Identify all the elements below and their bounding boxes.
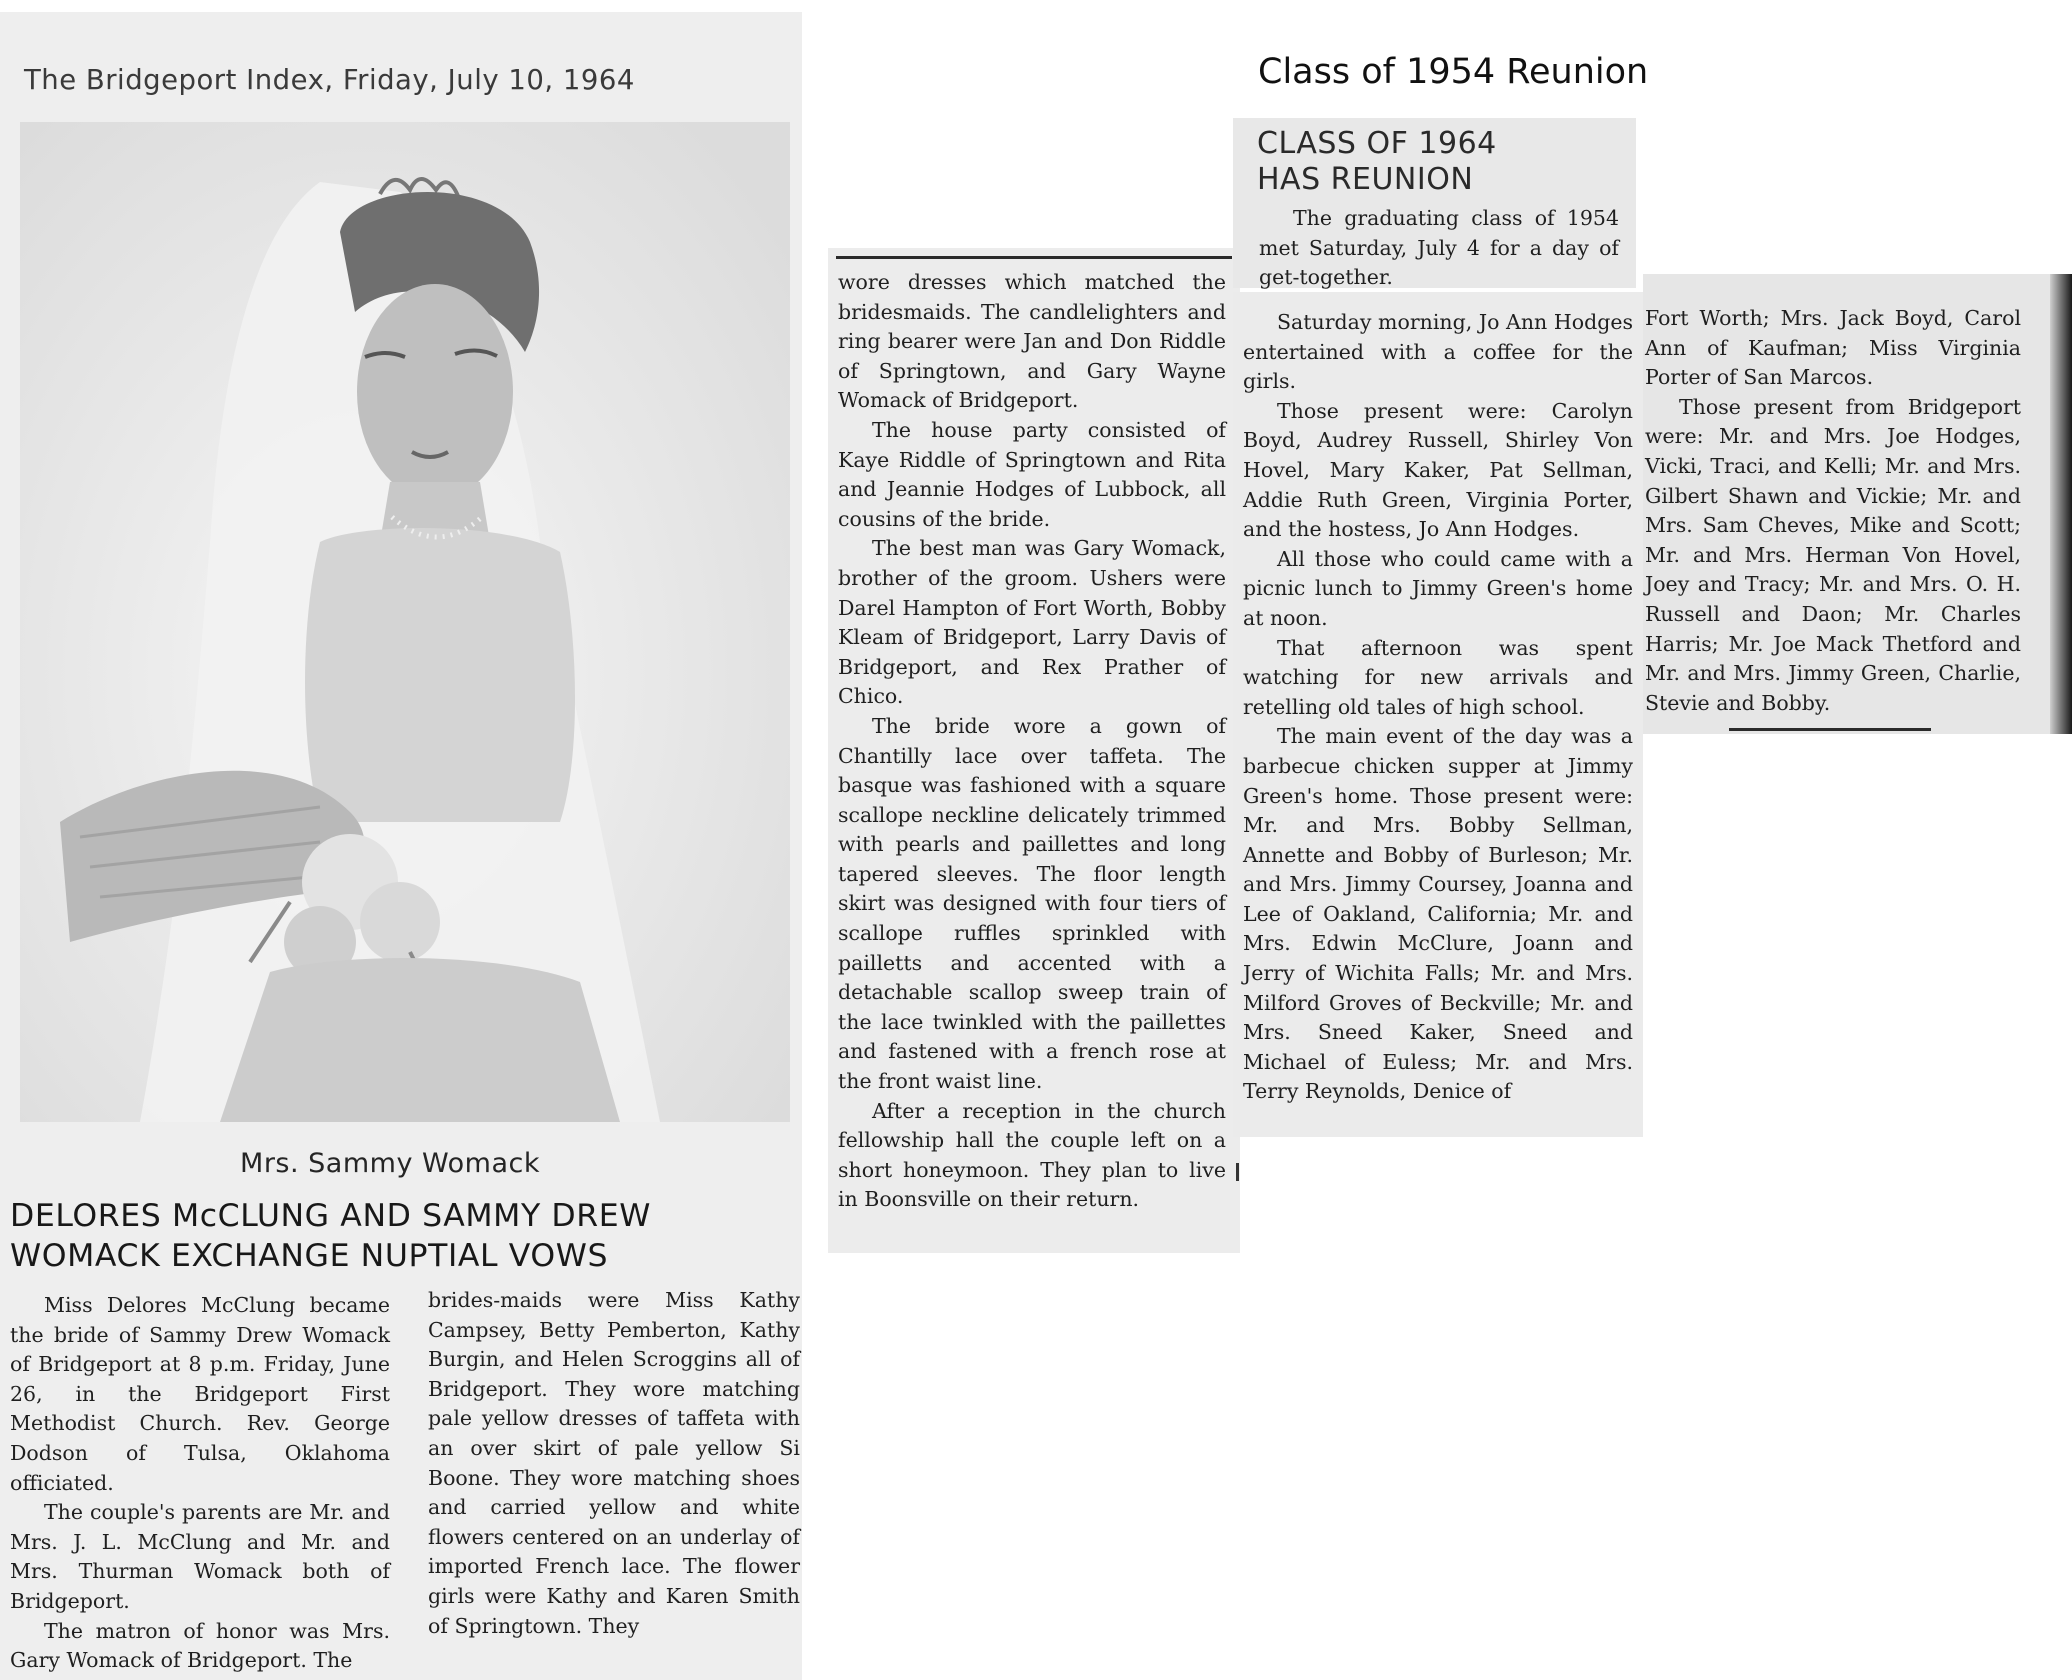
continuation-paragraph: The best man was Gary Womack, brother of the groom. Ushers were Darel Hampton of Fort Worth, Bobby Kleam of Bridgeport, Larry Davis of Bridgeport, and Rex Prather of Chico.	[838, 536, 1226, 709]
photo-caption: Mrs. Sammy Womack	[240, 1148, 540, 1179]
wedding-paragraph: The couple's parents are Mr. and Mrs. J. L. McClung and Mr. and Mrs. Thurman Womack both of Bridgeport.	[10, 1500, 390, 1613]
reunion-column-1-clipping	[1233, 292, 1643, 1137]
wedding-headline-line2: WOMACK EXCHANGE NUPTIAL VOWS	[10, 1238, 609, 1274]
wedding-column-2	[428, 1286, 800, 1641]
reunion-paragraph: All those who could came with a picnic lunch to Jimmy Green's home at noon.	[1243, 546, 1633, 630]
continuation-paragraph: The house party consisted of Kaye Riddle of Springtown and Rita and Jeannie Hodges of Lubbock, all cousins of the bride.	[838, 417, 1226, 531]
continuation-paragraph: The bride wore a gown of Chantilly lace over taffeta. The basque was fashioned with a square scallope neckline delicately trimmed with pearls and paillettes and long tapered sleeves. The floor length skirt was designed with four tiers of scallope ruffles sprinkled with pailletts and accented with a detachable scallop sweep train of the lace twinkled with the paillettes and fastened with a french rose at the front waist line.	[838, 713, 1226, 1094]
reunion-paragraph: The main event of the day was a barbecue chicken supper at Jimmy Green's home. Those present were: Mr. and Mrs. Bobby Sellman, Annette and Bobby of Burleson; Mr. and Mrs. Jimmy Coursey, Joanna and Lee of Oakland, California; Mr. and Mrs. Edwin McClure, Joann and Jerry of Wichita Falls; Mr. and Mrs. Milford Groves of Beckville; Mr. and Mrs. Sneed Kaker, Sneed and Michael of Euless; Mr. and Mrs. Terry Reynolds, Denice of	[1243, 724, 1633, 1104]
wedding-paragraph: brides-maids were Miss Kathy Campsey, Betty Pemberton, Kathy Burgin, and Helen Scroggins all of Bridgeport. They wore matching pale yellow dresses of taffeta with an over skirt of pale yellow Si Boone. They wore matching shoes and carried yellow and white flowers centered on an underlay of imported French lace. The flower girls were Kathy and Karen Smith of Springtown. They	[428, 1288, 800, 1638]
reunion-paragraph: Fort Worth; Mrs. Jack Boyd, Carol Ann of Kaufman; Miss Virginia Porter of San Marcos.	[1645, 306, 2021, 390]
reunion-paragraph: Those present were: Carolyn Boyd, Audrey Russell, Shirley Von Hovel, Mary Kaker, Pat Sellman, Addie Ruth Green, Virginia Porter, and the hostess, Jo Ann Hodges.	[1243, 398, 1633, 542]
reunion-title: Class of 1954 Reunion	[1258, 52, 1649, 92]
reunion-column-2	[1645, 304, 2021, 718]
end-rule	[1729, 728, 1931, 731]
reunion-headline-line2: HAS REUNION	[1257, 162, 1474, 197]
column-tick-mark	[1236, 1163, 1239, 1181]
wedding-paragraph: The matron of honor was Mrs. Gary Womack of Bridgeport. The	[10, 1618, 390, 1673]
reunion-paragraph: Saturday morning, Jo Ann Hodges entertained with a coffee for the girls.	[1243, 310, 1633, 394]
continuation-paragraph: wore dresses which matched the bridesmaids. The candlelighters and ring bearer were Jan and Don Riddle of Springtown, and Gary Wayne Womack of Bridgeport.	[838, 270, 1226, 413]
bride-photo	[20, 122, 790, 1122]
reunion-lead	[1259, 204, 1619, 293]
reunion-paragraph: That afternoon was spent watching for new arrivals and retelling old tales of high school.	[1243, 635, 1633, 719]
wedding-headline-line1: DELORES McCLUNG AND SAMMY DREW	[10, 1198, 652, 1234]
reunion-headline	[1257, 126, 1497, 198]
wedding-clipping	[0, 12, 802, 1680]
wedding-continuation-column	[838, 268, 1226, 1215]
continuation-paragraph: After a reception in the church fellowship hall the couple left on a short honeymoon. They plan to live in Boonsville on their return.	[838, 1098, 1226, 1212]
bride-portrait-image	[20, 122, 790, 1122]
masthead: The Bridgeport Index, Friday, July 10, 1964	[24, 64, 635, 96]
reunion-column-2-clipping	[1643, 274, 2072, 734]
column-rule	[836, 256, 1232, 259]
wedding-paragraph: Miss Delores McClung became the bride of Sammy Drew Womack of Bridgeport at 8 p.m. Friday, June 26, in the Bridgeport First Methodist Church. Rev. George Dodson of Tulsa, Oklahoma officiated.	[10, 1293, 390, 1495]
wedding-continuation-clipping	[828, 248, 1240, 1253]
reunion-headline-clipping	[1233, 118, 1636, 288]
reunion-headline-line1: CLASS OF 1964	[1257, 126, 1497, 161]
reunion-paragraph: Those present from Bridgeport were: Mr. and Mrs. Joe Hodges, Vicki, Traci, and Kelli; Mr. and Mrs. Gilbert Shawn and Vickie; Mr. and Mrs. Sam Cheves, Mike and Scott; Mr. and Mrs. Herman Von Hovel, Joey and Tracy; Mr. and Mrs. O. H. Russell and Daon; Mr. Charles Harris; Mr. Joe Mack Thetford and Mr. and Mrs. Jimmy Green, Charlie, Stevie and Bobby.	[1645, 394, 2021, 715]
reunion-column-1	[1243, 308, 1633, 1107]
reunion-lead-paragraph: The graduating class of 1954 met Saturday, July 4 for a day of get-together.	[1259, 206, 1619, 290]
wedding-headline	[10, 1196, 800, 1276]
wedding-column-1	[10, 1291, 390, 1676]
